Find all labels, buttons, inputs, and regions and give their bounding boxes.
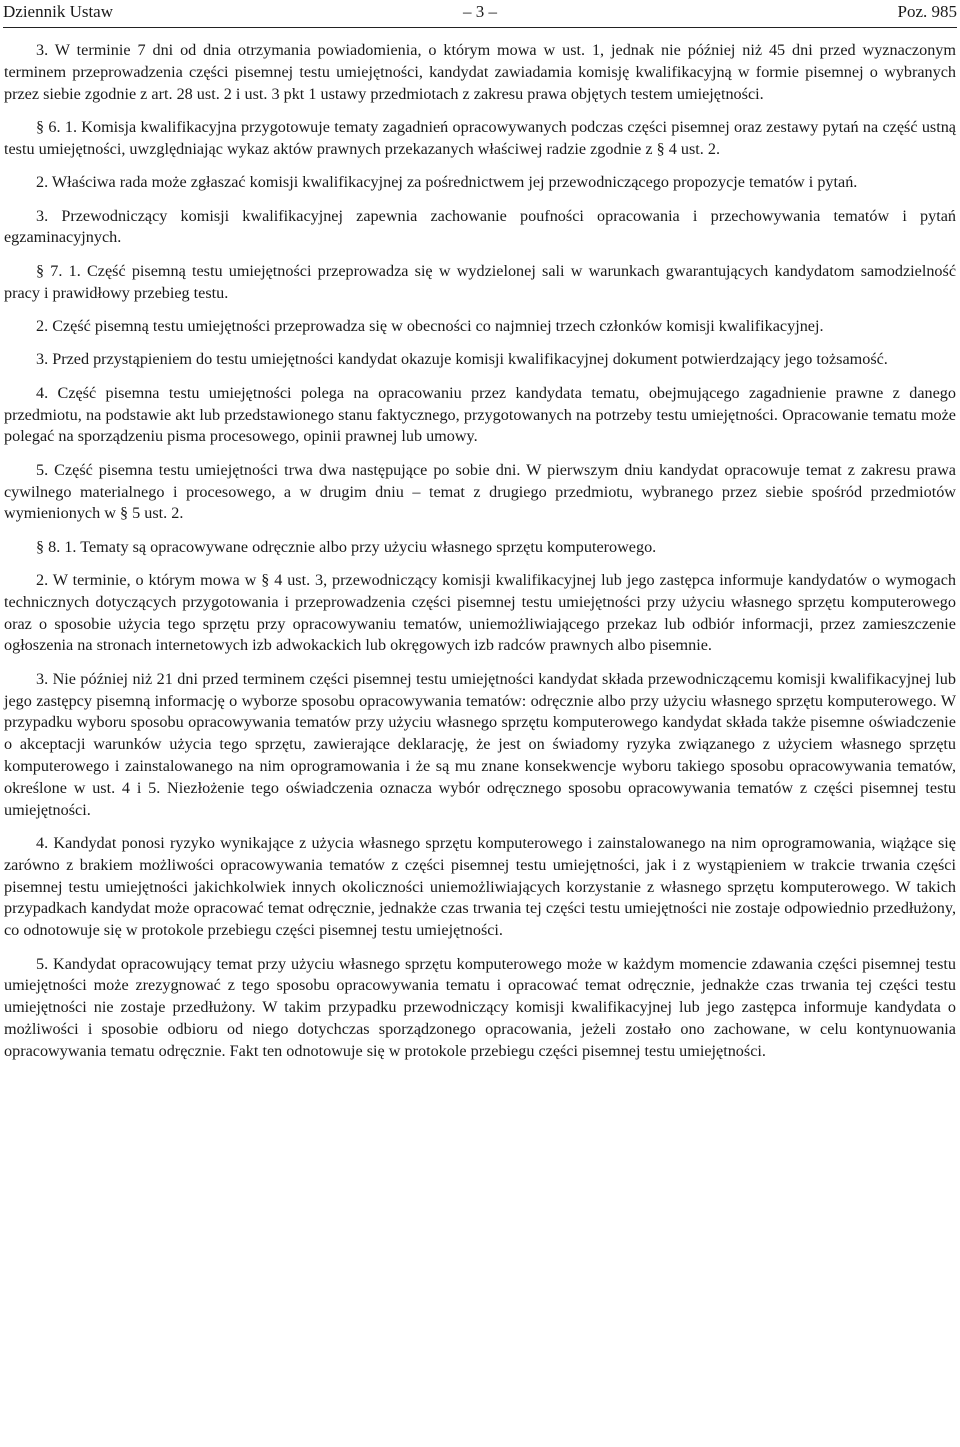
document-body xyxy=(4,40,956,1074)
paragraph: § 8. 1. Tematy są opracowywane odręcznie albo przy użyciu własnego sprzętu komputerowego. xyxy=(36,537,657,556)
paragraph: 3. Nie później niż 21 dni przed terminem części pisemnej testu umiejętności kandydat składa przewodniczącemu komisji kwalifikacyjnej lub jego zastępcy pisemną informację o wyborze sposobu opracowywania tematów: odręcznie albo przy użyciu własnego sprzętu komputerowego. W przypadku wyboru sposobu opracowywania tematów przy użyciu własnego sprzętu komputerowego kandydat składa także pisemne oświadczenie o akceptacji warunków użycia tego sprzętu, zawierające deklarację, że jest on świadomy ryzyka związanego z użyciem własnego sprzętu komputerowego i zainstalowanego na nim oprogramowania i że są mu znane konsekwencje wyboru takiego sposobu opracowywania tematów, określone w ust. 4 i 5. Niezłożenie tego oświadczenia oznacza wybór odręcznego sposobu opracowywania tematów z części pisemnej testu umiejętności. xyxy=(4,669,956,819)
paragraph: 2. Część pisemną testu umiejętności przeprowadza się w obecności co najmniej trzech członków komisji kwalifikacyjnej. xyxy=(36,316,824,335)
paragraph: 4. Część pisemna testu umiejętności polega na opracowaniu przez kandydata tematu, obejmującego zagadnienie prawne z danego przedmiotu, na podstawie akt lub przedstawionego stanu faktycznego, przygotowanych na potrzeby testu umiejętności. Opracowanie tematu może polegać na sporządzeniu pisma procesowego, opinii prawnej lub umowy. xyxy=(4,383,956,446)
page-header xyxy=(3,0,957,26)
header-rule xyxy=(3,27,957,28)
position-number: Poz. 985 xyxy=(897,2,957,21)
paragraph: 3. W terminie 7 dni od dnia otrzymania powiadomienia, o którym mowa w ust. 1, jednak nie później niż 45 dni przed wyznaczonym terminem przeprowadzenia części pisemnej testu umiejętności, kandydat zawiadamia komisję kwalifikacyjną w formie pisemnej o wybranych przez siebie zgodnie z art. 28 ust. 2 i ust. 3 pkt 1 ustawy przedmiotach z zakresu prawa objętych testem umiejętności. xyxy=(4,41,956,103)
paragraph: 3. Przewodniczący komisji kwalifikacyjnej zapewnia zachowanie poufności opracowania i przechowywania tematów i pytań egzaminacyjnych. xyxy=(4,206,956,247)
page-number: – 3 – xyxy=(463,2,497,21)
paragraph: § 7. 1. Część pisemną testu umiejętności przeprowadza się w wydzielonej sali w warunkach gwarantujących kandydatom samodzielność pracy i prawidłowy przebieg testu. xyxy=(4,261,956,302)
paragraph: 2. W terminie, o którym mowa w § 4 ust. 3, przewodniczący komisji kwalifikacyjnej lub jego zastępca informuje kandydatów o wymogach technicznych dotyczących przygotowania i przeprowadzenia części pisemnej testu umiejętności przy użyciu własnego sprzętu komputerowego oraz o sposobie użycia tego sprzętu przy opracowywaniu tematów, uniemożliwiającego przekaz lub odbiór informacji, przez zamieszczenie ogłoszenia na stronach internetowych izb adwokackich lub okręgowych izb radców prawnych albo pisemnie. xyxy=(4,571,956,655)
paragraph: 5. Część pisemna testu umiejętności trwa dwa następujące po sobie dni. W pierwszym dniu kandydat opracowuje temat z zakresu prawa cywilnego materialnego i procesowego, a w drugim dniu – temat z drugiego przedmiotu, wybranego przez siebie spośród przedmiotów wymienionych w § 5 ust. 2. xyxy=(4,460,956,523)
journal-title: Dziennik Ustaw xyxy=(3,2,114,21)
paragraph: 5. Kandydat opracowujący temat przy użyciu własnego sprzętu komputerowego może w każdym momencie zdawania części pisemnej testu umiejętności może zrezygnować z tego sposobu opracowywania tematu i opracować temat odręcznie, jednakże czas trwania tej części testu umiejętności nie zostaje przedłużony. W takim przypadku przewodniczący komisji kwalifikacyjnej lub jego zastępca informuje kandydata o możliwości i sposobie odbioru od niego dotychczas sporządzonego opracowania, jeżeli zostało ono zachowane, w celu kontynuowania opracowywania tematu odręcznie. Fakt ten odnotowuje się w protokole przebiegu części pisemnej testu umiejętności. xyxy=(4,954,956,1060)
paragraph: § 6. 1. Komisja kwalifikacyjna przygotowuje tematy zagadnień opracowywanych podczas części pisemnej oraz zestawy pytań na część ustną testu umiejętności, uwzględniając wykaz aktów prawnych przekazanych właściwej radzie zgodnie z § 4 ust. 2. xyxy=(4,117,956,158)
paragraph: 2. Właściwa rada może zgłaszać komisji kwalifikacyjnej za pośrednictwem jej przewodniczącego propozycje tematów i pytań. xyxy=(36,173,858,192)
paragraph: 3. Przed przystąpieniem do testu umiejętności kandydat okazuje komisji kwalifikacyjnej dokument potwierdzający jego tożsamość. xyxy=(36,350,888,369)
paragraph: 4. Kandydat ponosi ryzyko wynikające z użycia własnego sprzętu komputerowego i zainstalowanego na nim oprogramowania, wiążące się zarówno z brakiem możliwości opracowywania tematów z części pisemnej testu umiejętności, jak i z wystąpieniem w trakcie trwania części pisemnej testu umiejętności jakichkolwiek innych okoliczności uniemożliwiających korzystanie z własnego sprzętu komputerowego. W takich przypadkach kandydat może opracować temat odręcznie, jednakże czas trwania tej części testu umiejętności nie zostaje odpowiednio przedłużony, co odnotowuje się w protokole przebiegu części pisemnej testu umiejętności. xyxy=(4,834,956,940)
